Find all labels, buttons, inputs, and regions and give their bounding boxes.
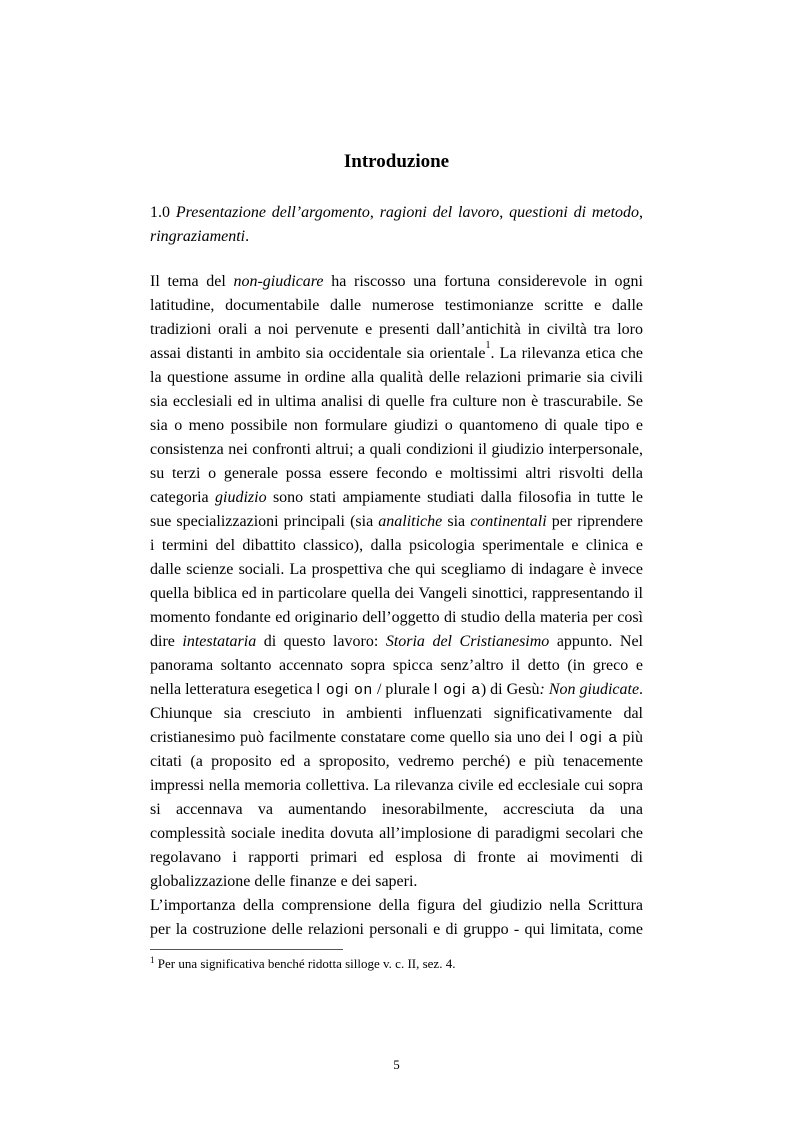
text-line: complessità sociale inedita dovuta all’implosione di paradigmi secolari che [150, 825, 643, 842]
text-line: quella biblica ed in particolare quella dei Vangeli sinottici, rappresentando il [150, 585, 643, 602]
text-run: cristianesimo può facilmente constatare come quello sia uno dei [150, 729, 570, 746]
heading-part: Presentazione dell’argomento [175, 204, 370, 221]
page-title: Introduzione [343, 151, 450, 172]
greek-term-logion: l ogi on [316, 681, 373, 698]
separator: , [369, 204, 380, 221]
text-run: assai distanti in ambito sia occidentale sia orientale [150, 345, 486, 362]
separator: . [245, 228, 250, 245]
section-number: 1.0 [150, 204, 176, 221]
text-line [150, 726, 643, 750]
text-line: per la costruzione delle relazioni personali e di gruppo - qui limitata, come [150, 921, 643, 938]
text-line [150, 510, 643, 534]
footnote-separator [150, 949, 343, 950]
text-line [150, 678, 643, 702]
text-line: momento fondante ed originario dell’oggetto di studio della materia per così [150, 609, 643, 626]
text-line: i termini del dibattito classico), dalla psicologia sperimentale e clinica e [150, 537, 643, 554]
page-number: 5 [393, 1057, 400, 1072]
italic-term: Storia del Cristianesimo [385, 633, 550, 650]
text-line: consistenza nei confronti altrui; a quali condizioni il giudizio interpersonale, [150, 441, 643, 458]
text-line: regolavano i rapporti primari ed esplosa di fronte ai movimenti di [150, 849, 643, 866]
text-line: sia ecclesiali ed in ultima analisi di quelle fra culture non è trascurabile. Se [150, 393, 643, 410]
text-line: L’importanza della comprensione della figura del giudizio nella Scrittura [150, 897, 643, 914]
text-run: di questo lavoro: [256, 633, 386, 650]
text-line: sia o meno possibile non formulare giudizi o quantomeno di quale tipo e [150, 417, 643, 434]
footnote-mark: 1 [150, 955, 155, 965]
text-run: : [539, 681, 549, 698]
text-line [150, 270, 643, 294]
text-run: per riprendere [546, 513, 643, 530]
text-line [150, 630, 643, 654]
footnote-reference[interactable]: 1 [485, 340, 491, 351]
greek-term-logia: l ogi a [433, 681, 481, 698]
italic-term: intestataria [182, 633, 257, 650]
text-run: più [617, 729, 643, 746]
text-run: sia [442, 513, 471, 530]
text-line [150, 342, 643, 366]
body-text [150, 270, 643, 942]
text-run: sue specializzazioni principali (sia [150, 513, 379, 530]
separator: , [499, 204, 510, 221]
text-run: . La rilevanza etica che [490, 345, 643, 362]
heading-part: questioni di metodo [509, 204, 640, 221]
italic-term: Non giudicate [548, 681, 640, 698]
section-heading-line-1 [150, 201, 643, 225]
heading-part: ragioni del lavoro [379, 204, 500, 221]
text-line: impressi nella memoria collettiva. La rilevanza civile ed ecclesiale cui sopra [150, 777, 643, 794]
footnote [150, 955, 455, 973]
text-line: tradizioni orali a noi pervenute e presenti dall’antichità in civiltà tra loro [150, 321, 643, 338]
text-run: / plurale [372, 681, 434, 698]
text-run: Il tema del [150, 273, 234, 290]
section-heading-line-2 [150, 225, 643, 249]
text-run: nella letteratura esegetica [150, 681, 317, 698]
text-line: latitudine, documentabile dalle numerose testimonianze scritte e dalle [150, 297, 643, 314]
text-line: la questione assume in ordine alla qualità delle relazioni primarie sia civili [150, 369, 643, 386]
text-run: ha riscosso una fortuna considerevole in ogni [323, 273, 644, 290]
footnote-text: Per una significativa benché ridotta silloge v. c. II, sez. 4. [154, 956, 456, 971]
italic-term: analitiche [378, 513, 443, 530]
text-line: dalle scienze sociali. La prospettiva che qui scegliamo di indagare è invece [150, 561, 643, 578]
section-heading [150, 201, 643, 249]
text-run: sono stati ampiamente studiati dalla filosofia in tutte le [266, 489, 644, 506]
text-run: categoria [150, 489, 216, 506]
italic-term: continentali [470, 513, 547, 530]
heading-part: ringraziamenti [150, 228, 246, 245]
italic-term: giudizio [215, 489, 267, 506]
text-line: si accennava va aumentando inesorabilmente, accresciuta da una [150, 801, 643, 818]
text-line: globalizzazione delle finanze e dei saperi. [150, 873, 418, 890]
separator: , [639, 204, 644, 221]
text-line: panorama soltanto accennato sopra spicca senz’altro il detto (in greco e [150, 657, 643, 674]
text-line: Chiunque sia cresciuto in ambienti influenzati significativamente dal [150, 705, 643, 722]
text-run: ) di Gesù [480, 681, 540, 698]
greek-term-logia: l ogi a [569, 729, 618, 746]
text-line [150, 486, 643, 510]
text-line: citati (a proposito ed a sproposito, vedremo perché) e più tenacemente [150, 753, 643, 770]
text-run: dire [150, 633, 183, 650]
text-line: su terzi o generale possa essere fecondo e moltissimi altri risvolti della [150, 465, 643, 482]
text-run: . [639, 681, 644, 698]
italic-term: non-giudicare [233, 273, 324, 290]
text-run: appunto. Nel [549, 633, 644, 650]
